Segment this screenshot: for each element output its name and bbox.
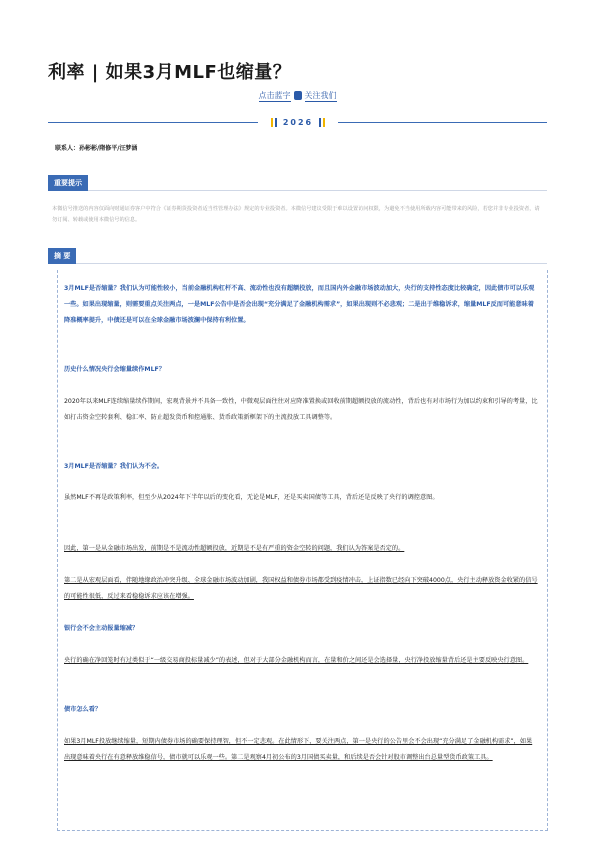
follow-left-label[interactable]: 点击蓝字 — [258, 91, 291, 100]
year-label: 2026 — [282, 118, 314, 127]
summary-paragraph: 因此，第一是从金融市场出发，前期是不是流动性超额投放，近期是不是有严重的资金空转的问题，我们认为答案是否定的。 — [64, 545, 405, 552]
summary-paragraph: 虽然MLF不再是政策利率，但至少从2024年下半年以后的变化看，无论是MLF，还是买卖国债等工具，背后还是反映了央行的调控意图。 — [64, 494, 439, 501]
summary-heading: 历史什么情况央行会缩量续作MLF？ — [64, 366, 165, 373]
summary-paragraph: 2020年以来MLF连续缩量续作期间，宏观背景并不具备一致性，中微观层面往往对应降准置换或回收前期超额投放的流动性，背后也有对市场行为加以约束和引导的考量，比如打击资金空转套利、稳汇率、防止超发货币和控通胀、货币政策新框架下的主流投放工具调整等。 — [64, 398, 538, 421]
tick-icon — [271, 118, 273, 127]
notice-tag: 重要提示 — [48, 175, 88, 191]
summary-divider — [48, 263, 547, 264]
page-title: 利率 | 如果3月MLF也缩量？ — [48, 62, 292, 83]
tick-icon — [319, 118, 321, 127]
tap-icon — [294, 91, 302, 100]
tick-icon — [275, 118, 277, 127]
summary-paragraph: 第二是从宏观层面看，伴随地缘政治冲突升级、全球金融市场波动加剧，我国权益和债券市场都受到疫情冲击，上证指数已经向下突破4000点，央行主动释放资金收紧的信号的可能性很低，反过来看稳稳诉求应该在增强。 — [64, 577, 538, 600]
notice-text: 本微信号推送的内容仅面向财通证券客户中符合《证券期货投资者适当性管理办法》规定的专业投资者。本微信号建议受限于难以设置访问权限，为避免不当使用所载内容可能带来的风险，若您并非专业投资者，请勿订阅、转载或使用本微信号的信息。 — [52, 206, 540, 223]
contact-line: 联系人：孙彬彬/隋修平/汪梦涵 — [55, 145, 138, 152]
summary-tag: 摘 要 — [48, 248, 76, 264]
summary-paragraph: 央行的确在净回笼时有过类似于“一级交易商投标量减少”的表述，但对于大部分金融机构而言，在量和价之间还是会选择量，央行净投放缩量背后还是主要反映央行意图。 — [64, 657, 529, 664]
follow-banner[interactable] — [0, 90, 595, 101]
summary-paragraph: 如果3月MLF投放继续缩量，短期内债券市场的确要保持理智，但不一定悲观。在此情形下，要关注两点，第一是央行的公告里会不会出现“充分满足了金融机构需求”，如果出现意味着央行在有意释放维稳信号，债市就可以乐观一些。第二是观察4月初公布的3月国债买卖量，和后续是否会针对股市调整出台总量型货币政策工具。 — [64, 738, 533, 761]
summary-lead: 3月MLF是否缩量？我们认为可能性较小，当前金融机构杠杆不高、流动性也没有超额投放，而且国内外金融市场波动加大，央行的支持性态度比较确定，因此债市可以乐观一些。如果出现缩量，则需要重点关注两点，一是MLF公告中是否会出现“充分满足了金融机构需求”，如果出现则不必悲观；二是出于维稳诉求，缩量MLF反而可能意味着降准概率提升，中债还是可以在全球金融市场波澜中保持有利位置。 — [64, 285, 535, 324]
year-badge — [258, 116, 338, 129]
summary-heading: 银行会不会主动报量缩减？ — [64, 625, 139, 632]
summary-heading: 债市怎么看？ — [64, 706, 102, 713]
notice-divider — [48, 190, 547, 191]
tick-icon — [323, 118, 325, 127]
summary-heading: 3月MLF是否缩量？我们认为不会。 — [64, 463, 164, 470]
follow-right-label[interactable]: 关注我们 — [304, 91, 337, 100]
